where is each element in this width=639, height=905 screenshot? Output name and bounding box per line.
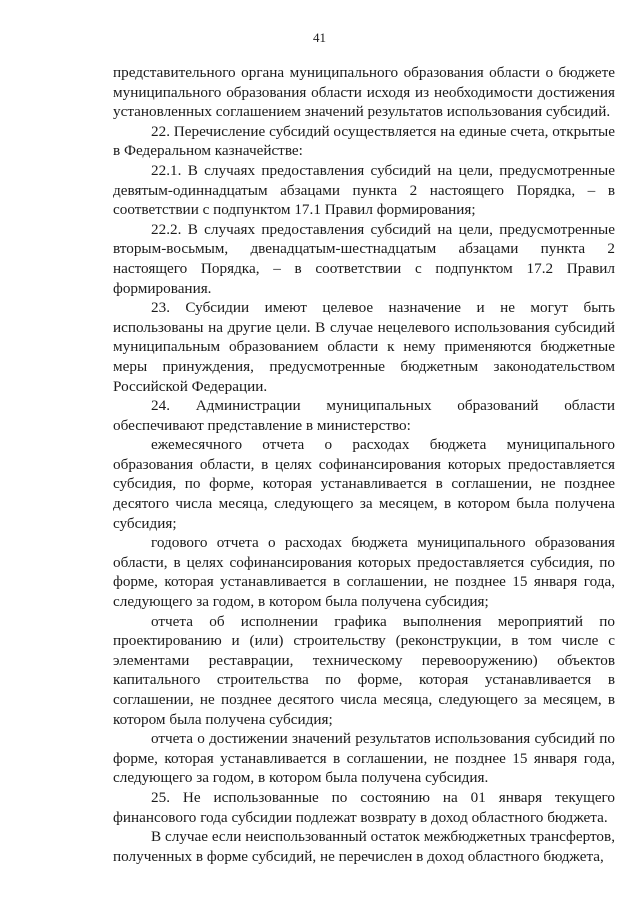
paragraph-22: 22. Перечисление субсидий осуществляется на единые счета, открытые в Федеральном казначействе: (113, 122, 615, 160)
paragraph-continuation: представительного органа муниципального образования области о бюджете муниципального образования области исходя из необходимости достижения установленных соглашением значений результатов использования субсидий. (113, 64, 615, 121)
paragraph-schedule-report: отчета об исполнении графика выполнения мероприятий по проектированию и (или) строительству (реконструкции, в том числе с элементами реставрации, техническому перевооружению) объектов капитального строительства по форме, которая устанавливается в соглашении, не позднее десятого числа месяца, следующего за месяцем, в котором была получена субсидия; (113, 612, 615, 728)
paragraph-monthly-report: ежемесячного отчета о расходах бюджета муниципального образования области, в целях софинансирования которых предоставляется субсидия, по форме, которая устанавливается в соглашении, не позднее десятого числа месяца, следующего за месяцем, в котором была получена субсидия; (113, 436, 615, 532)
paragraph-results-report: отчета о достижении значений результатов использования субсидий по форме, которая устанавливается в соглашении, не позднее 15 января года, следующего за годом, в котором была получена субсидия. (113, 730, 615, 787)
paragraph-24: 24. Администрации муниципальных образований области обеспечивают представление в министерство: (113, 397, 615, 434)
paragraph-25: 25. Не использованные по состоянию на 01 января текущего финансового года субсидии подлежат возврату в доход областного бюджета. (113, 788, 615, 826)
paragraph-23: 23. Субсидии имеют целевое назначение и не могут быть использованы на другие цели. В случае нецелевого использования субсидий муниципальным образованием области к нему применяются бюджетные меры принуждения, предусмотренные бюджетным законодательством Российской Федерации. (113, 299, 615, 395)
paragraph-unused-balance: В случае если неиспользованный остаток межбюджетных трансфертов, полученных в форме субсидий, не перечислен в доход областного бюджета, (113, 828, 615, 865)
paragraph-annual-report: годового отчета о расходах бюджета муниципального образования области, в целях софинансирования которых предоставляется субсидия, по форме, которая устанавливается в соглашении, не позднее 15 января года, следующего за годом, в котором была получена субсидия; (113, 534, 615, 611)
paragraph-22-2: 22.2. В случаях предоставления субсидий на цели, предусмотренные вторым-восьмым, двенадцатым-шестнадцатым абзацами пункта 2 настоящего Порядка, – в соответствии с подпунктом 17.2 Правил формирования. (113, 220, 615, 297)
page-number: 41 (313, 30, 326, 45)
document-body (113, 63, 615, 866)
paragraph-22-1: 22.1. В случаях предоставления субсидий на цели, предусмотренные девятым-одиннадцатым абзацами пункта 2 настоящего Порядка, – в соответствии с подпунктом 17.1 Правил формирования; (113, 161, 615, 219)
